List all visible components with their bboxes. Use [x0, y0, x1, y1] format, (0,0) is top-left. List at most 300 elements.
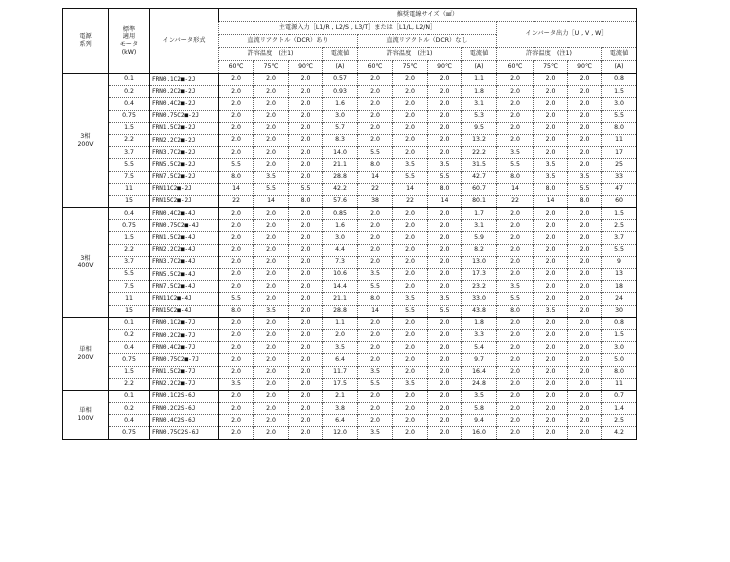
- cable-value-cell: 5.5: [428, 305, 462, 317]
- cable-value-cell: 3.5: [534, 171, 568, 183]
- cable-value-cell: 2.0: [358, 403, 393, 415]
- cable-value-cell: 2.0: [289, 159, 323, 171]
- cable-value-cell: 2.0: [534, 134, 568, 146]
- table-row: [63, 293, 637, 305]
- header-current: 電流値: [462, 48, 497, 61]
- motor-kw-cell: 0.1: [109, 317, 150, 329]
- cable-value-cell: 2.0: [568, 147, 602, 159]
- header-allowable-temp: 許容温度 (注1): [358, 48, 462, 61]
- table-row: [63, 147, 637, 159]
- cable-value-cell: 2.0: [254, 256, 289, 268]
- cable-value-cell: 5.5: [219, 293, 254, 305]
- cable-value-cell: 2.0: [289, 354, 323, 366]
- cable-value-cell: 8.0: [497, 305, 534, 317]
- header-with-dcr: 直流リアクトル（DCR）あり: [219, 35, 358, 48]
- cable-value-cell: 2.0: [393, 208, 428, 220]
- cable-value-cell: 2.0: [219, 281, 254, 293]
- cable-value-cell: 2.0: [289, 269, 323, 281]
- cable-value-cell: 2.0: [289, 110, 323, 122]
- cable-value-cell: 2.0: [428, 244, 462, 256]
- cable-value-cell: 2.0: [428, 403, 462, 415]
- cable-value-cell: 80.1: [462, 195, 497, 207]
- cable-value-cell: 2.0: [219, 256, 254, 268]
- cable-value-cell: 2.0: [568, 415, 602, 427]
- cable-value-cell: 5.5: [358, 281, 393, 293]
- table-row: [63, 220, 637, 232]
- cable-value-cell: 2.0: [254, 208, 289, 220]
- cable-value-cell: 2.0: [393, 74, 428, 86]
- table-row: [63, 378, 637, 390]
- motor-kw-cell: 1.5: [109, 232, 150, 244]
- table-row: [63, 159, 637, 171]
- table-row: [63, 305, 637, 317]
- cable-value-cell: 8.0: [219, 305, 254, 317]
- cable-value-cell: 2.0: [534, 269, 568, 281]
- cable-value-cell: 2.0: [497, 366, 534, 378]
- cable-value-cell: 2.0: [393, 269, 428, 281]
- cable-value-cell: 2.0: [534, 281, 568, 293]
- cable-value-cell: 2.0: [289, 366, 323, 378]
- cable-value-cell: 2.0: [393, 134, 428, 146]
- cable-value-cell: 5.0: [602, 354, 637, 366]
- cable-value-cell: 2.0: [358, 256, 393, 268]
- cable-value-cell: 3.1: [462, 98, 497, 110]
- cable-value-cell: 3.5: [568, 171, 602, 183]
- cable-value-cell: 28.8: [323, 305, 358, 317]
- inverter-model-cell: FRN0.4C2S-6J: [150, 415, 219, 427]
- cable-value-cell: 3.5: [497, 281, 534, 293]
- cable-value-cell: 2.0: [358, 329, 393, 341]
- cable-value-cell: 2.0: [534, 147, 568, 159]
- cable-value-cell: 2.0: [219, 147, 254, 159]
- cable-value-cell: 2.0: [497, 317, 534, 329]
- table-row: [63, 256, 637, 268]
- table-row: [63, 403, 637, 415]
- cable-value-cell: 2.0: [568, 232, 602, 244]
- table-row: [63, 269, 637, 281]
- cable-value-cell: 8.0: [428, 183, 462, 195]
- cable-value-cell: 2.0: [534, 342, 568, 354]
- cable-value-cell: 2.0: [219, 366, 254, 378]
- cable-value-cell: 8.0: [497, 171, 534, 183]
- cable-value-cell: 2.0: [254, 378, 289, 390]
- cable-value-cell: 60: [602, 195, 637, 207]
- cable-value-cell: 33.0: [462, 293, 497, 305]
- cable-value-cell: 2.0: [219, 220, 254, 232]
- motor-kw-cell: 0.2: [109, 403, 150, 415]
- cable-value-cell: 2.0: [219, 98, 254, 110]
- cable-value-cell: 9.5: [462, 122, 497, 134]
- cable-value-cell: 2.0: [428, 317, 462, 329]
- motor-kw-cell: 0.2: [109, 329, 150, 341]
- cable-value-cell: 13: [602, 269, 637, 281]
- cable-value-cell: 2.0: [254, 269, 289, 281]
- cable-value-cell: 11: [602, 378, 637, 390]
- motor-kw-cell: 7.5: [109, 171, 150, 183]
- inverter-model-cell: FRN0.2C2S-6J: [150, 403, 219, 415]
- cable-value-cell: 14.4: [323, 281, 358, 293]
- inverter-model-cell: FRN0.75C2■-7J: [150, 354, 219, 366]
- header-inverter-model: インバータ形式: [150, 9, 219, 74]
- cable-value-cell: 2.0: [358, 390, 393, 402]
- inverter-model-cell: FRN0.4C2■-4J: [150, 208, 219, 220]
- motor-kw-cell: 0.4: [109, 415, 150, 427]
- cable-value-cell: 2.5: [602, 415, 637, 427]
- cable-value-cell: 17.3: [462, 269, 497, 281]
- cable-value-cell: 2.0: [358, 342, 393, 354]
- cable-value-cell: 3.0: [323, 232, 358, 244]
- cable-value-cell: 2.0: [358, 110, 393, 122]
- cable-value-cell: 2.0: [428, 232, 462, 244]
- cable-value-cell: 2.0: [393, 403, 428, 415]
- cable-value-cell: 2.0: [534, 366, 568, 378]
- header-temp-75: 75℃: [393, 61, 428, 74]
- cable-value-cell: 14: [393, 183, 428, 195]
- cable-value-cell: 2.0: [289, 342, 323, 354]
- cable-value-cell: 3.0: [602, 342, 637, 354]
- cable-value-cell: 2.0: [497, 208, 534, 220]
- cable-value-cell: 2.0: [219, 317, 254, 329]
- cable-value-cell: 2.0: [393, 427, 428, 439]
- cable-value-cell: 2.0: [219, 342, 254, 354]
- cable-value-cell: 2.0: [254, 354, 289, 366]
- cable-value-cell: 2.0: [219, 232, 254, 244]
- cable-value-cell: 2.0: [568, 342, 602, 354]
- cable-value-cell: 3.5: [358, 269, 393, 281]
- motor-kw-cell: 0.1: [109, 74, 150, 86]
- cable-value-cell: 2.0: [497, 122, 534, 134]
- cable-value-cell: 2.0: [534, 256, 568, 268]
- motor-kw-cell: 2.2: [109, 378, 150, 390]
- cable-value-cell: 2.0: [254, 390, 289, 402]
- cable-value-cell: 2.0: [289, 415, 323, 427]
- cable-value-cell: 57.6: [323, 195, 358, 207]
- cable-value-cell: 5.9: [462, 232, 497, 244]
- motor-kw-cell: 3.7: [109, 256, 150, 268]
- inverter-model-cell: FRN1.5C2■-4J: [150, 232, 219, 244]
- cable-value-cell: 5.5: [393, 305, 428, 317]
- cable-value-cell: 8.0: [602, 122, 637, 134]
- cable-value-cell: 5.5: [358, 378, 393, 390]
- cable-value-cell: 3.5: [219, 378, 254, 390]
- cable-value-cell: 22: [393, 195, 428, 207]
- motor-kw-cell: 3.7: [109, 147, 150, 159]
- cable-value-cell: 2.0: [254, 110, 289, 122]
- cable-value-cell: 3.5: [534, 159, 568, 171]
- cable-value-cell: 2.0: [393, 354, 428, 366]
- inverter-model-cell: FRN0.1C2■-7J: [150, 317, 219, 329]
- table-row: [63, 171, 637, 183]
- cable-value-cell: 2.0: [254, 86, 289, 98]
- cable-value-cell: 3.0: [602, 98, 637, 110]
- cable-value-cell: 2.0: [568, 159, 602, 171]
- table-row: [63, 74, 637, 86]
- cable-value-cell: 14: [534, 195, 568, 207]
- cable-value-cell: 2.0: [358, 208, 393, 220]
- cable-value-cell: 2.0: [568, 390, 602, 402]
- table-row: [63, 329, 637, 341]
- table-row: [63, 390, 637, 402]
- cable-value-cell: 2.0: [393, 317, 428, 329]
- cable-value-cell: 2.0: [254, 317, 289, 329]
- cable-value-cell: 2.0: [254, 220, 289, 232]
- table-row: [63, 281, 637, 293]
- cable-value-cell: 2.0: [497, 256, 534, 268]
- cable-value-cell: 9.4: [462, 415, 497, 427]
- cable-value-cell: 2.0: [534, 390, 568, 402]
- cable-value-cell: 5.5: [428, 171, 462, 183]
- cable-value-cell: 9: [602, 256, 637, 268]
- motor-kw-cell: 0.4: [109, 208, 150, 220]
- power-system-cell: 単相 200V: [63, 317, 109, 390]
- cable-value-cell: 11.7: [323, 366, 358, 378]
- cable-value-cell: 2.0: [534, 220, 568, 232]
- cable-value-cell: 2.0: [534, 86, 568, 98]
- cable-value-cell: 1.5: [602, 86, 637, 98]
- motor-kw-cell: 5.5: [109, 269, 150, 281]
- cable-value-cell: 2.0: [393, 110, 428, 122]
- cable-value-cell: 3.5: [358, 366, 393, 378]
- cable-value-cell: 2.0: [289, 134, 323, 146]
- cable-value-cell: 13.0: [462, 256, 497, 268]
- cable-value-cell: 5.5: [568, 183, 602, 195]
- motor-kw-cell: 15: [109, 195, 150, 207]
- cable-value-cell: 21.1: [323, 293, 358, 305]
- table-row: [63, 354, 637, 366]
- cable-value-cell: 6.4: [323, 354, 358, 366]
- cable-value-cell: 2.0: [497, 403, 534, 415]
- cable-value-cell: 2.0: [568, 86, 602, 98]
- cable-value-cell: 11: [602, 134, 637, 146]
- cable-value-cell: 24: [602, 293, 637, 305]
- cable-value-cell: 5.5: [254, 183, 289, 195]
- cable-value-cell: 2.0: [358, 220, 393, 232]
- inverter-model-cell: FRN1.5C2■-2J: [150, 122, 219, 134]
- table-row: [63, 98, 637, 110]
- cable-value-cell: 2.0: [358, 354, 393, 366]
- cable-value-cell: 2.0: [534, 415, 568, 427]
- cable-value-cell: 8.0: [358, 159, 393, 171]
- cable-value-cell: 14: [428, 195, 462, 207]
- cable-value-cell: 2.0: [289, 98, 323, 110]
- cable-value-cell: 2.0: [393, 281, 428, 293]
- inverter-model-cell: FRN0.4C2■-2J: [150, 98, 219, 110]
- cable-value-cell: 2.0: [358, 86, 393, 98]
- cable-value-cell: 7.3: [323, 256, 358, 268]
- cable-value-cell: 2.0: [254, 159, 289, 171]
- cable-value-cell: 21.1: [323, 159, 358, 171]
- cable-value-cell: 2.0: [393, 415, 428, 427]
- cable-value-cell: 2.0: [254, 232, 289, 244]
- header-unit-a: (A): [602, 61, 637, 74]
- cable-value-cell: 2.0: [289, 171, 323, 183]
- cable-value-cell: 2.0: [428, 342, 462, 354]
- cable-value-cell: 2.0: [219, 269, 254, 281]
- cable-value-cell: 3.5: [393, 159, 428, 171]
- cable-value-cell: 2.0: [428, 378, 462, 390]
- cable-value-cell: 2.0: [568, 256, 602, 268]
- cable-value-cell: 5.5: [602, 110, 637, 122]
- cable-value-cell: 2.0: [254, 134, 289, 146]
- cable-value-cell: 1.8: [462, 317, 497, 329]
- cable-value-cell: 2.0: [428, 74, 462, 86]
- cable-value-cell: 2.0: [393, 98, 428, 110]
- cable-value-cell: 2.0: [497, 378, 534, 390]
- cable-value-cell: 2.0: [254, 403, 289, 415]
- cable-value-cell: 22: [219, 195, 254, 207]
- cable-value-cell: 2.0: [568, 427, 602, 439]
- cable-value-cell: 2.0: [358, 415, 393, 427]
- cable-value-cell: 2.0: [254, 293, 289, 305]
- cable-value-cell: 2.0: [289, 220, 323, 232]
- cable-value-cell: 2.0: [568, 354, 602, 366]
- cable-value-cell: 1.8: [462, 86, 497, 98]
- cable-value-cell: 2.0: [289, 281, 323, 293]
- table-row: [63, 110, 637, 122]
- cable-value-cell: 3.5: [254, 305, 289, 317]
- cable-value-cell: 2.0: [497, 110, 534, 122]
- cable-value-cell: 2.0: [428, 415, 462, 427]
- table-row: [63, 342, 637, 354]
- inverter-model-cell: FRN15C2■-4J: [150, 305, 219, 317]
- header-main-input: 主電源入力［L1/R , L2/S , L3/T］または［L1/L, L2/N］: [219, 22, 497, 35]
- cable-value-cell: 2.0: [219, 244, 254, 256]
- cable-value-cell: 2.0: [428, 98, 462, 110]
- cable-value-cell: 2.0: [568, 220, 602, 232]
- inverter-model-cell: FRN15C2■-2J: [150, 195, 219, 207]
- cable-value-cell: 2.0: [289, 305, 323, 317]
- cable-value-cell: 2.0: [497, 415, 534, 427]
- cable-value-cell: 23.2: [462, 281, 497, 293]
- cable-value-cell: 3.3: [462, 329, 497, 341]
- cable-value-cell: 14.0: [323, 147, 358, 159]
- cable-value-cell: 8.0: [602, 366, 637, 378]
- cable-value-cell: 38: [358, 195, 393, 207]
- cable-value-cell: 2.0: [219, 122, 254, 134]
- motor-kw-cell: 1.5: [109, 122, 150, 134]
- header-unit-a: (A): [323, 61, 358, 74]
- cable-value-cell: 31.5: [462, 159, 497, 171]
- cable-value-cell: 2.0: [534, 378, 568, 390]
- cable-value-cell: 2.0: [497, 98, 534, 110]
- cable-value-cell: 3.0: [323, 110, 358, 122]
- cable-value-cell: 2.0: [393, 256, 428, 268]
- cable-value-cell: 2.0: [219, 86, 254, 98]
- header-motor-kw: 標準 適用 モータ (kW): [109, 9, 150, 74]
- cable-value-cell: 2.0: [393, 329, 428, 341]
- cable-value-cell: 2.0: [289, 329, 323, 341]
- cable-value-cell: 2.0: [568, 110, 602, 122]
- header-temp-75: 75℃: [534, 61, 568, 74]
- cable-value-cell: 22: [358, 183, 393, 195]
- cable-value-cell: 1.7: [462, 208, 497, 220]
- cable-value-cell: 2.0: [254, 122, 289, 134]
- cable-value-cell: 2.0: [323, 329, 358, 341]
- cable-value-cell: 2.0: [289, 256, 323, 268]
- motor-kw-cell: 15: [109, 305, 150, 317]
- cable-value-cell: 2.0: [254, 427, 289, 439]
- cable-value-cell: 3.7: [602, 232, 637, 244]
- cable-value-cell: 2.0: [219, 208, 254, 220]
- header-temp-90: 90℃: [428, 61, 462, 74]
- cable-value-cell: 3.5: [497, 147, 534, 159]
- power-system-cell: 単相 100V: [63, 390, 109, 439]
- cable-value-cell: 2.0: [534, 232, 568, 244]
- cable-value-cell: 1.5: [602, 329, 637, 341]
- cable-value-cell: 2.0: [497, 329, 534, 341]
- cable-value-cell: 2.0: [393, 390, 428, 402]
- cable-value-cell: 16.4: [462, 366, 497, 378]
- cable-value-cell: 2.0: [428, 86, 462, 98]
- inverter-model-cell: FRN3.7C2■-4J: [150, 256, 219, 268]
- cable-value-cell: 2.0: [428, 147, 462, 159]
- cable-value-cell: 2.0: [358, 232, 393, 244]
- cable-value-cell: 2.0: [254, 342, 289, 354]
- header-temp-75: 75℃: [254, 61, 289, 74]
- cable-value-cell: 2.0: [428, 354, 462, 366]
- cable-value-cell: 2.0: [289, 232, 323, 244]
- cable-value-cell: 2.0: [497, 134, 534, 146]
- motor-kw-cell: 2.2: [109, 244, 150, 256]
- cable-value-cell: 10.6: [323, 269, 358, 281]
- cable-value-cell: 2.0: [497, 244, 534, 256]
- cable-value-cell: 2.0: [393, 220, 428, 232]
- cable-value-cell: 2.0: [568, 403, 602, 415]
- cable-value-cell: 1.4: [602, 403, 637, 415]
- header-current: 電流値: [323, 48, 358, 61]
- cable-value-cell: 2.0: [254, 281, 289, 293]
- table-row: [63, 232, 637, 244]
- cable-value-cell: 2.0: [393, 232, 428, 244]
- cable-value-cell: 5.7: [323, 122, 358, 134]
- inverter-model-cell: FRN1.5C2■-7J: [150, 366, 219, 378]
- table-row: [63, 208, 637, 220]
- header-temp-90: 90℃: [568, 61, 602, 74]
- cable-value-cell: 8.2: [462, 244, 497, 256]
- cable-value-cell: 4.4: [323, 244, 358, 256]
- cable-value-cell: 3.5: [254, 171, 289, 183]
- cable-value-cell: 2.0: [219, 329, 254, 341]
- cable-value-cell: 2.0: [289, 378, 323, 390]
- cable-value-cell: 1.5: [602, 208, 637, 220]
- cable-value-cell: 2.0: [289, 208, 323, 220]
- motor-kw-cell: 0.75: [109, 354, 150, 366]
- table-body: [63, 74, 637, 440]
- cable-value-cell: 2.0: [534, 293, 568, 305]
- cable-value-cell: 3.5: [393, 378, 428, 390]
- header-temp-60: 60℃: [219, 61, 254, 74]
- motor-kw-cell: 5.5: [109, 159, 150, 171]
- cable-value-cell: 14: [497, 183, 534, 195]
- cable-value-cell: 2.0: [428, 208, 462, 220]
- cable-value-cell: 2.0: [393, 366, 428, 378]
- cable-value-cell: 8.0: [534, 183, 568, 195]
- cable-value-cell: 2.0: [358, 74, 393, 86]
- cable-value-cell: 42.7: [462, 171, 497, 183]
- cable-value-cell: 8.0: [289, 195, 323, 207]
- cable-value-cell: 2.0: [568, 122, 602, 134]
- cable-value-cell: 2.0: [219, 415, 254, 427]
- cable-value-cell: 1.6: [323, 98, 358, 110]
- header-power-system: 電源 系列: [63, 9, 109, 74]
- cable-value-cell: 2.0: [393, 147, 428, 159]
- cable-value-cell: 2.0: [393, 122, 428, 134]
- cable-value-cell: 2.0: [358, 98, 393, 110]
- cable-value-cell: 17.5: [323, 378, 358, 390]
- cable-value-cell: 14: [358, 305, 393, 317]
- cable-value-cell: 2.0: [497, 220, 534, 232]
- inverter-model-cell: FRN0.75C2S-6J: [150, 427, 219, 439]
